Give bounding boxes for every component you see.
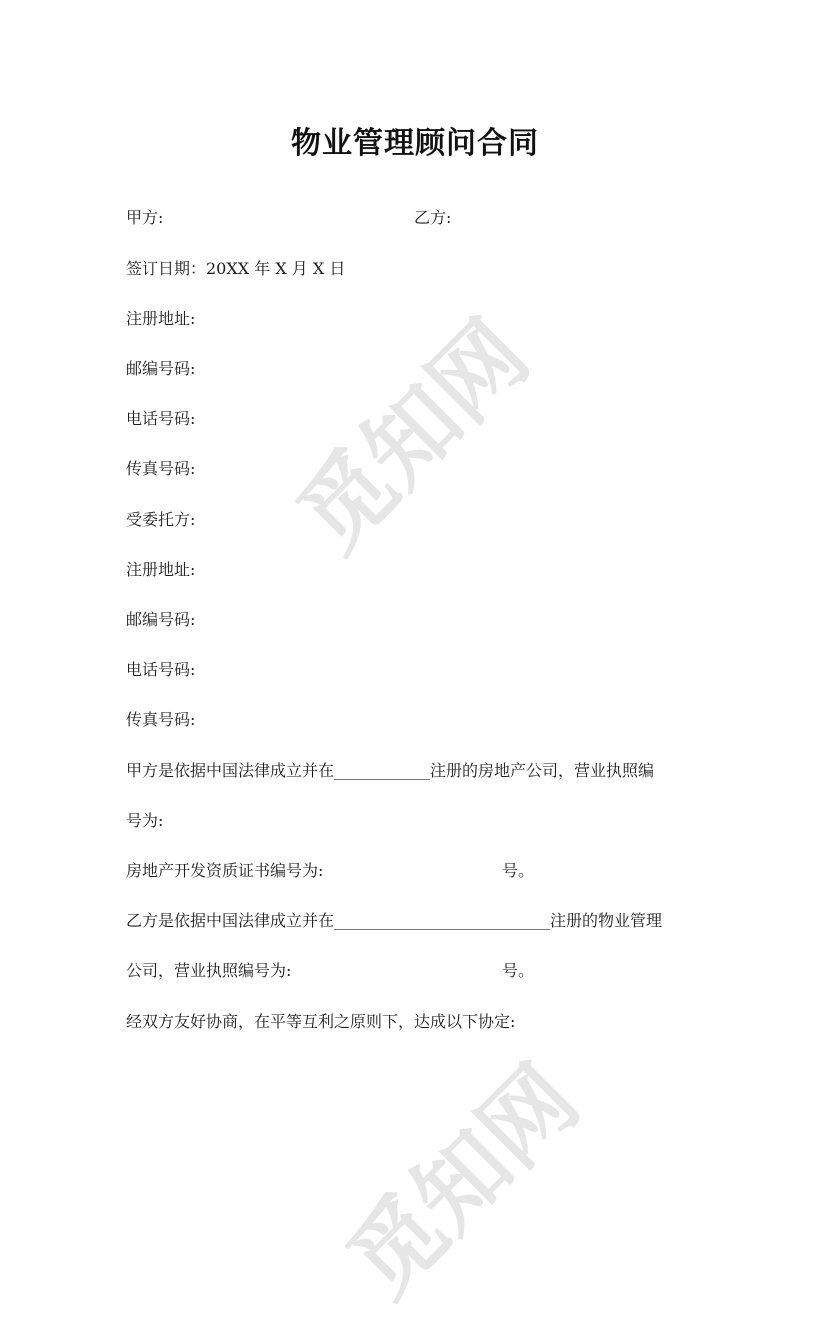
party-b-phone: 电话号码:	[126, 660, 196, 679]
party-b-address: 注册地址:	[126, 560, 196, 579]
party-b-label: 乙方:	[414, 208, 452, 227]
agreement-intro: 经双方友好协商，在平等互利之原则下，达成以下协定:	[126, 1012, 516, 1031]
paragraph-party-a-line1: 甲方是依据中国法律成立并在____________注册的房地产公司，营业执照编	[126, 761, 655, 780]
business-license-suffix: 号。	[502, 961, 535, 980]
watermark-bottom: 觅知网	[327, 1045, 599, 1317]
party-a-postcode: 邮编号码:	[126, 359, 196, 378]
party-b-postcode: 邮编号码:	[126, 610, 196, 629]
qualification-certificate-label: 房地产开发资质证书编号为:	[126, 861, 324, 880]
qualification-certificate-suffix: 号。	[502, 861, 535, 880]
party-a-fax: 传真号码:	[126, 459, 196, 478]
watermark: 觅知网	[277, 300, 549, 572]
document-title: 物业管理顾问合同	[291, 126, 539, 161]
party-b-fax: 传真号码:	[126, 710, 196, 729]
paragraph-party-b-line1: 乙方是依据中国法律成立并在___________________________注册的物业管理	[126, 911, 663, 930]
entrusted-party-label: 受委托方:	[126, 510, 196, 529]
party-a-label: 甲方:	[126, 208, 164, 227]
party-a-phone: 电话号码:	[126, 409, 196, 428]
sign-date: 签订日期：20XX 年 X 月 X 日	[126, 259, 346, 278]
party-a-address: 注册地址:	[126, 309, 196, 328]
paragraph-party-a-line2: 号为:	[126, 811, 164, 830]
paragraph-party-b-line2: 公司，营业执照编号为:	[126, 961, 292, 980]
